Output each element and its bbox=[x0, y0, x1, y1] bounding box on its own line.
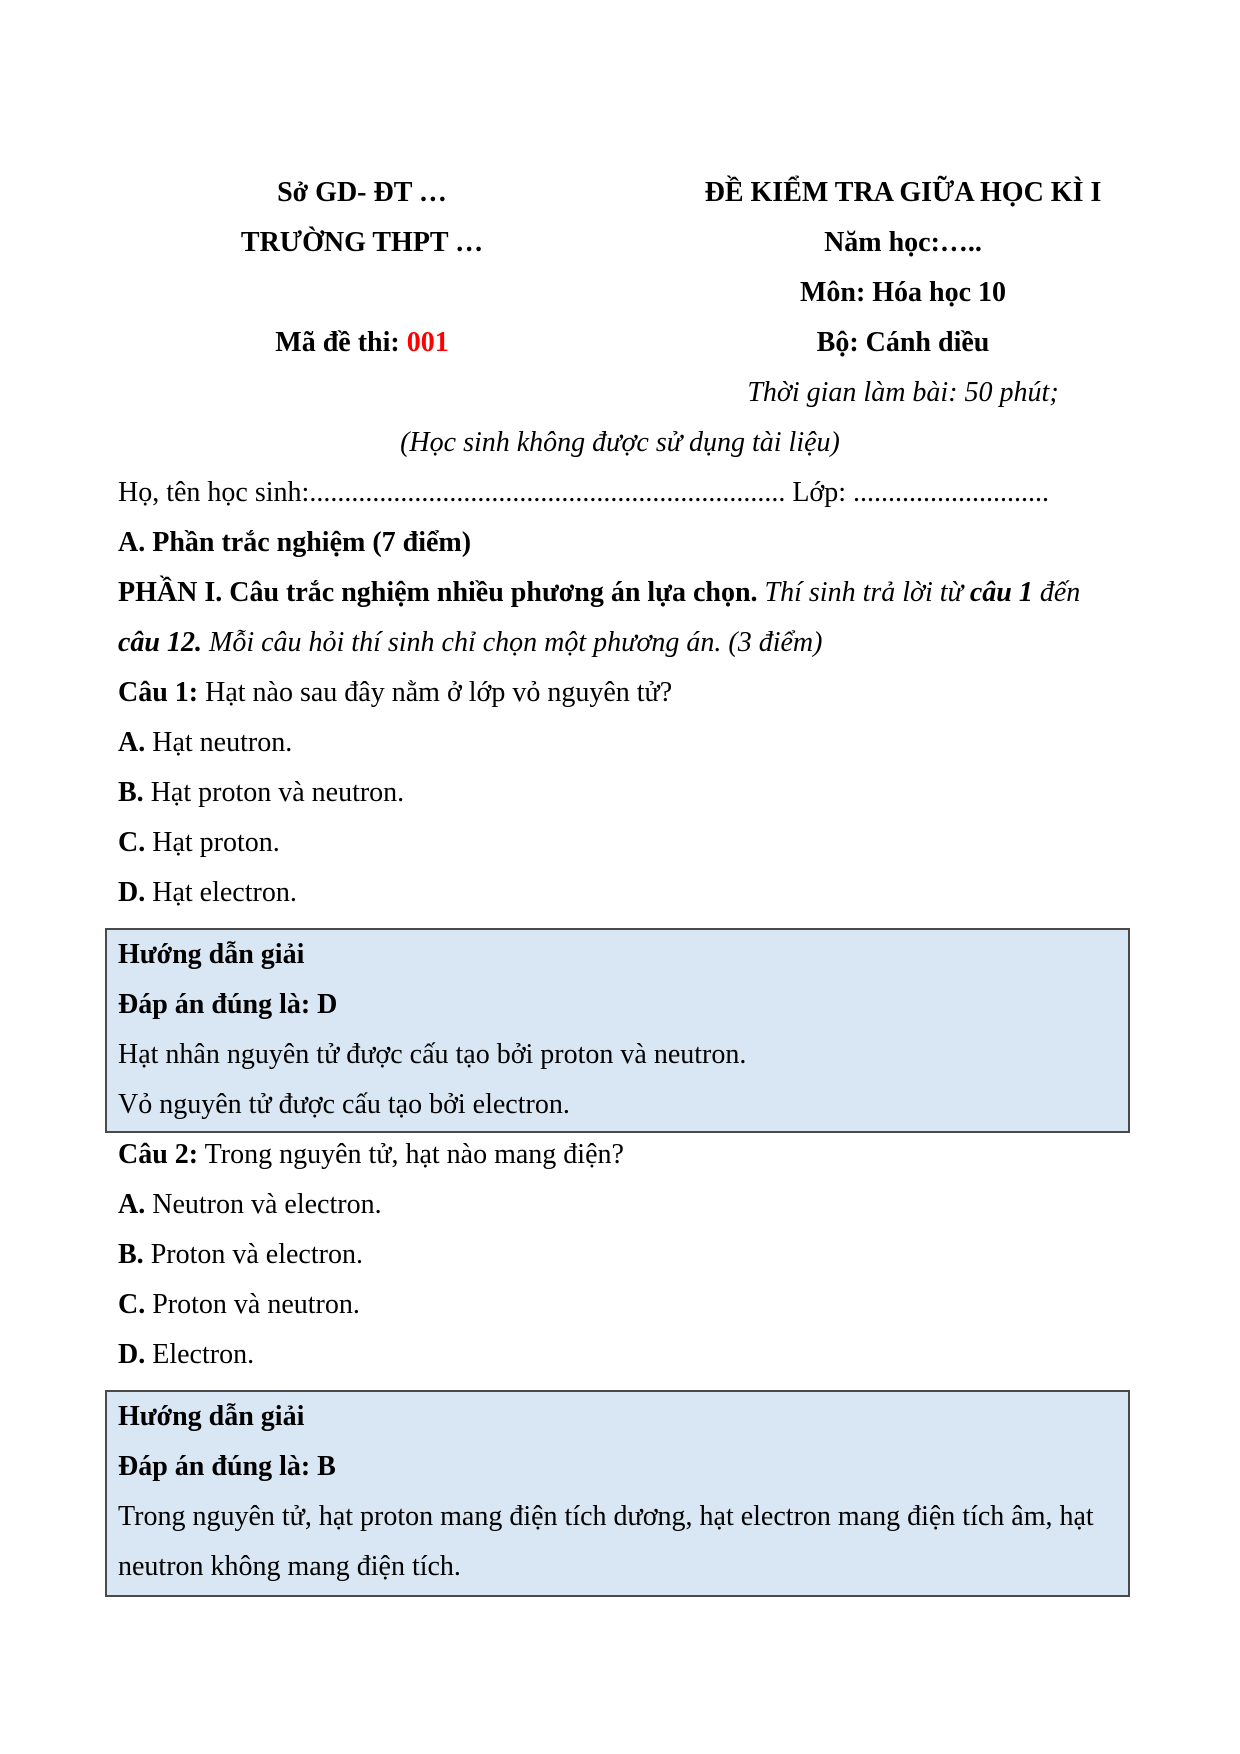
option-text: Proton và neutron. bbox=[145, 1289, 360, 1320]
class-field[interactable]: ............................ bbox=[853, 477, 1050, 508]
option-text: Neutron và electron. bbox=[145, 1189, 382, 1220]
option-text: Hạt neutron. bbox=[145, 727, 293, 758]
part1-instr-to: câu 12. bbox=[118, 627, 202, 658]
solution-answer: Đáp án đúng là: D bbox=[118, 989, 338, 1020]
solution-line: neutron không mang điện tích. bbox=[118, 1551, 461, 1582]
question-1 bbox=[118, 668, 1128, 718]
solution-heading: Hướng dẫn giải bbox=[118, 939, 305, 970]
exam-body bbox=[118, 468, 1128, 1597]
part1-instructions-line1 bbox=[118, 568, 1128, 618]
question-2-option-d[interactable] bbox=[118, 1330, 1128, 1380]
exam-title: ĐỀ KIỂM TRA GIỮA HỌC KÌ I bbox=[704, 177, 1102, 208]
solution-box-1 bbox=[105, 928, 1130, 1133]
option-letter: C. bbox=[118, 827, 146, 858]
part1-instr-text-3: Mỗi câu hỏi thí sinh chỉ chọn một phương án. (3 điểm) bbox=[202, 627, 823, 658]
solution-line: Trong nguyên tử, hạt proton mang điện tích dương, hạt electron mang điện tích âm, hạt bbox=[118, 1501, 1094, 1532]
student-info-line bbox=[118, 468, 1128, 518]
question-2 bbox=[118, 1130, 1128, 1180]
part1-title: PHẦN I. Câu trắc nghiệm nhiều phương án lựa chọn. bbox=[118, 577, 758, 608]
part1-instr-text-1: Thí sinh trả lời từ bbox=[757, 577, 970, 608]
solution-heading: Hướng dẫn giải bbox=[118, 1401, 305, 1432]
solution-line: Hạt nhân nguyên tử được cấu tạo bởi proton và neutron. bbox=[118, 1039, 747, 1070]
option-text: Proton và electron. bbox=[143, 1239, 363, 1270]
question-1-option-c[interactable] bbox=[118, 818, 1128, 868]
header-left-column bbox=[212, 168, 512, 368]
exam-code-value: 001 bbox=[406, 327, 449, 358]
question-1-option-b[interactable] bbox=[118, 768, 1128, 818]
option-text: Hạt electron. bbox=[145, 877, 297, 908]
book-series: Bộ: Cánh diều bbox=[816, 327, 990, 358]
solution-answer: Đáp án đúng là: B bbox=[118, 1451, 336, 1482]
school-year: Năm học:….. bbox=[824, 227, 982, 258]
option-letter: B. bbox=[118, 1239, 144, 1270]
option-letter: A. bbox=[118, 727, 146, 758]
header-spacer bbox=[212, 268, 512, 318]
department-name: Sở GD- ĐT … bbox=[277, 177, 447, 208]
question-1-option-d[interactable] bbox=[118, 868, 1128, 918]
header-right-column bbox=[653, 168, 1153, 418]
section-a-title: A. Phần trắc nghiệm (7 điểm) bbox=[118, 527, 472, 558]
solution-line: Vỏ nguyên tử được cấu tạo bởi electron. bbox=[118, 1089, 570, 1120]
question-2-option-b[interactable] bbox=[118, 1230, 1128, 1280]
question-label: Câu 2: bbox=[118, 1139, 199, 1170]
question-1-option-a[interactable] bbox=[118, 718, 1128, 768]
option-letter: C. bbox=[118, 1289, 146, 1320]
exam-code bbox=[212, 318, 512, 368]
exam-code-label: Mã đề thi: bbox=[275, 327, 407, 358]
option-letter: B. bbox=[118, 777, 144, 808]
part1-instructions-line2 bbox=[118, 618, 1128, 668]
student-name-label: Họ, tên học sinh: bbox=[118, 477, 310, 508]
question-text: Hạt nào sau đây nằm ở lớp vỏ nguyên tử? bbox=[198, 677, 673, 708]
exam-note: (Học sinh không được sử dụng tài liệu) bbox=[400, 427, 840, 458]
question-text: Trong nguyên tử, hạt nào mang điện? bbox=[198, 1139, 624, 1170]
student-name-field[interactable]: .................................................................... bbox=[309, 477, 786, 508]
question-2-option-a[interactable] bbox=[118, 1180, 1128, 1230]
option-text: Hạt proton. bbox=[145, 827, 280, 858]
subject: Môn: Hóa học 10 bbox=[799, 277, 1007, 308]
question-2-option-c[interactable] bbox=[118, 1280, 1128, 1330]
part1-instr-from: câu 1 bbox=[969, 577, 1033, 608]
option-letter: A. bbox=[118, 1189, 146, 1220]
class-label: Lớp: bbox=[785, 477, 854, 508]
school-name: TRƯỜNG THPT … bbox=[240, 227, 484, 258]
solution-box-2 bbox=[105, 1390, 1130, 1597]
part1-instr-text-2: đến bbox=[1032, 577, 1081, 608]
option-letter: D. bbox=[118, 1339, 146, 1370]
exam-duration: Thời gian làm bài: 50 phút; bbox=[747, 377, 1059, 408]
option-text: Hạt proton và neutron. bbox=[143, 777, 405, 808]
option-text: Electron. bbox=[145, 1339, 255, 1370]
question-label: Câu 1: bbox=[118, 677, 199, 708]
option-letter: D. bbox=[118, 877, 146, 908]
